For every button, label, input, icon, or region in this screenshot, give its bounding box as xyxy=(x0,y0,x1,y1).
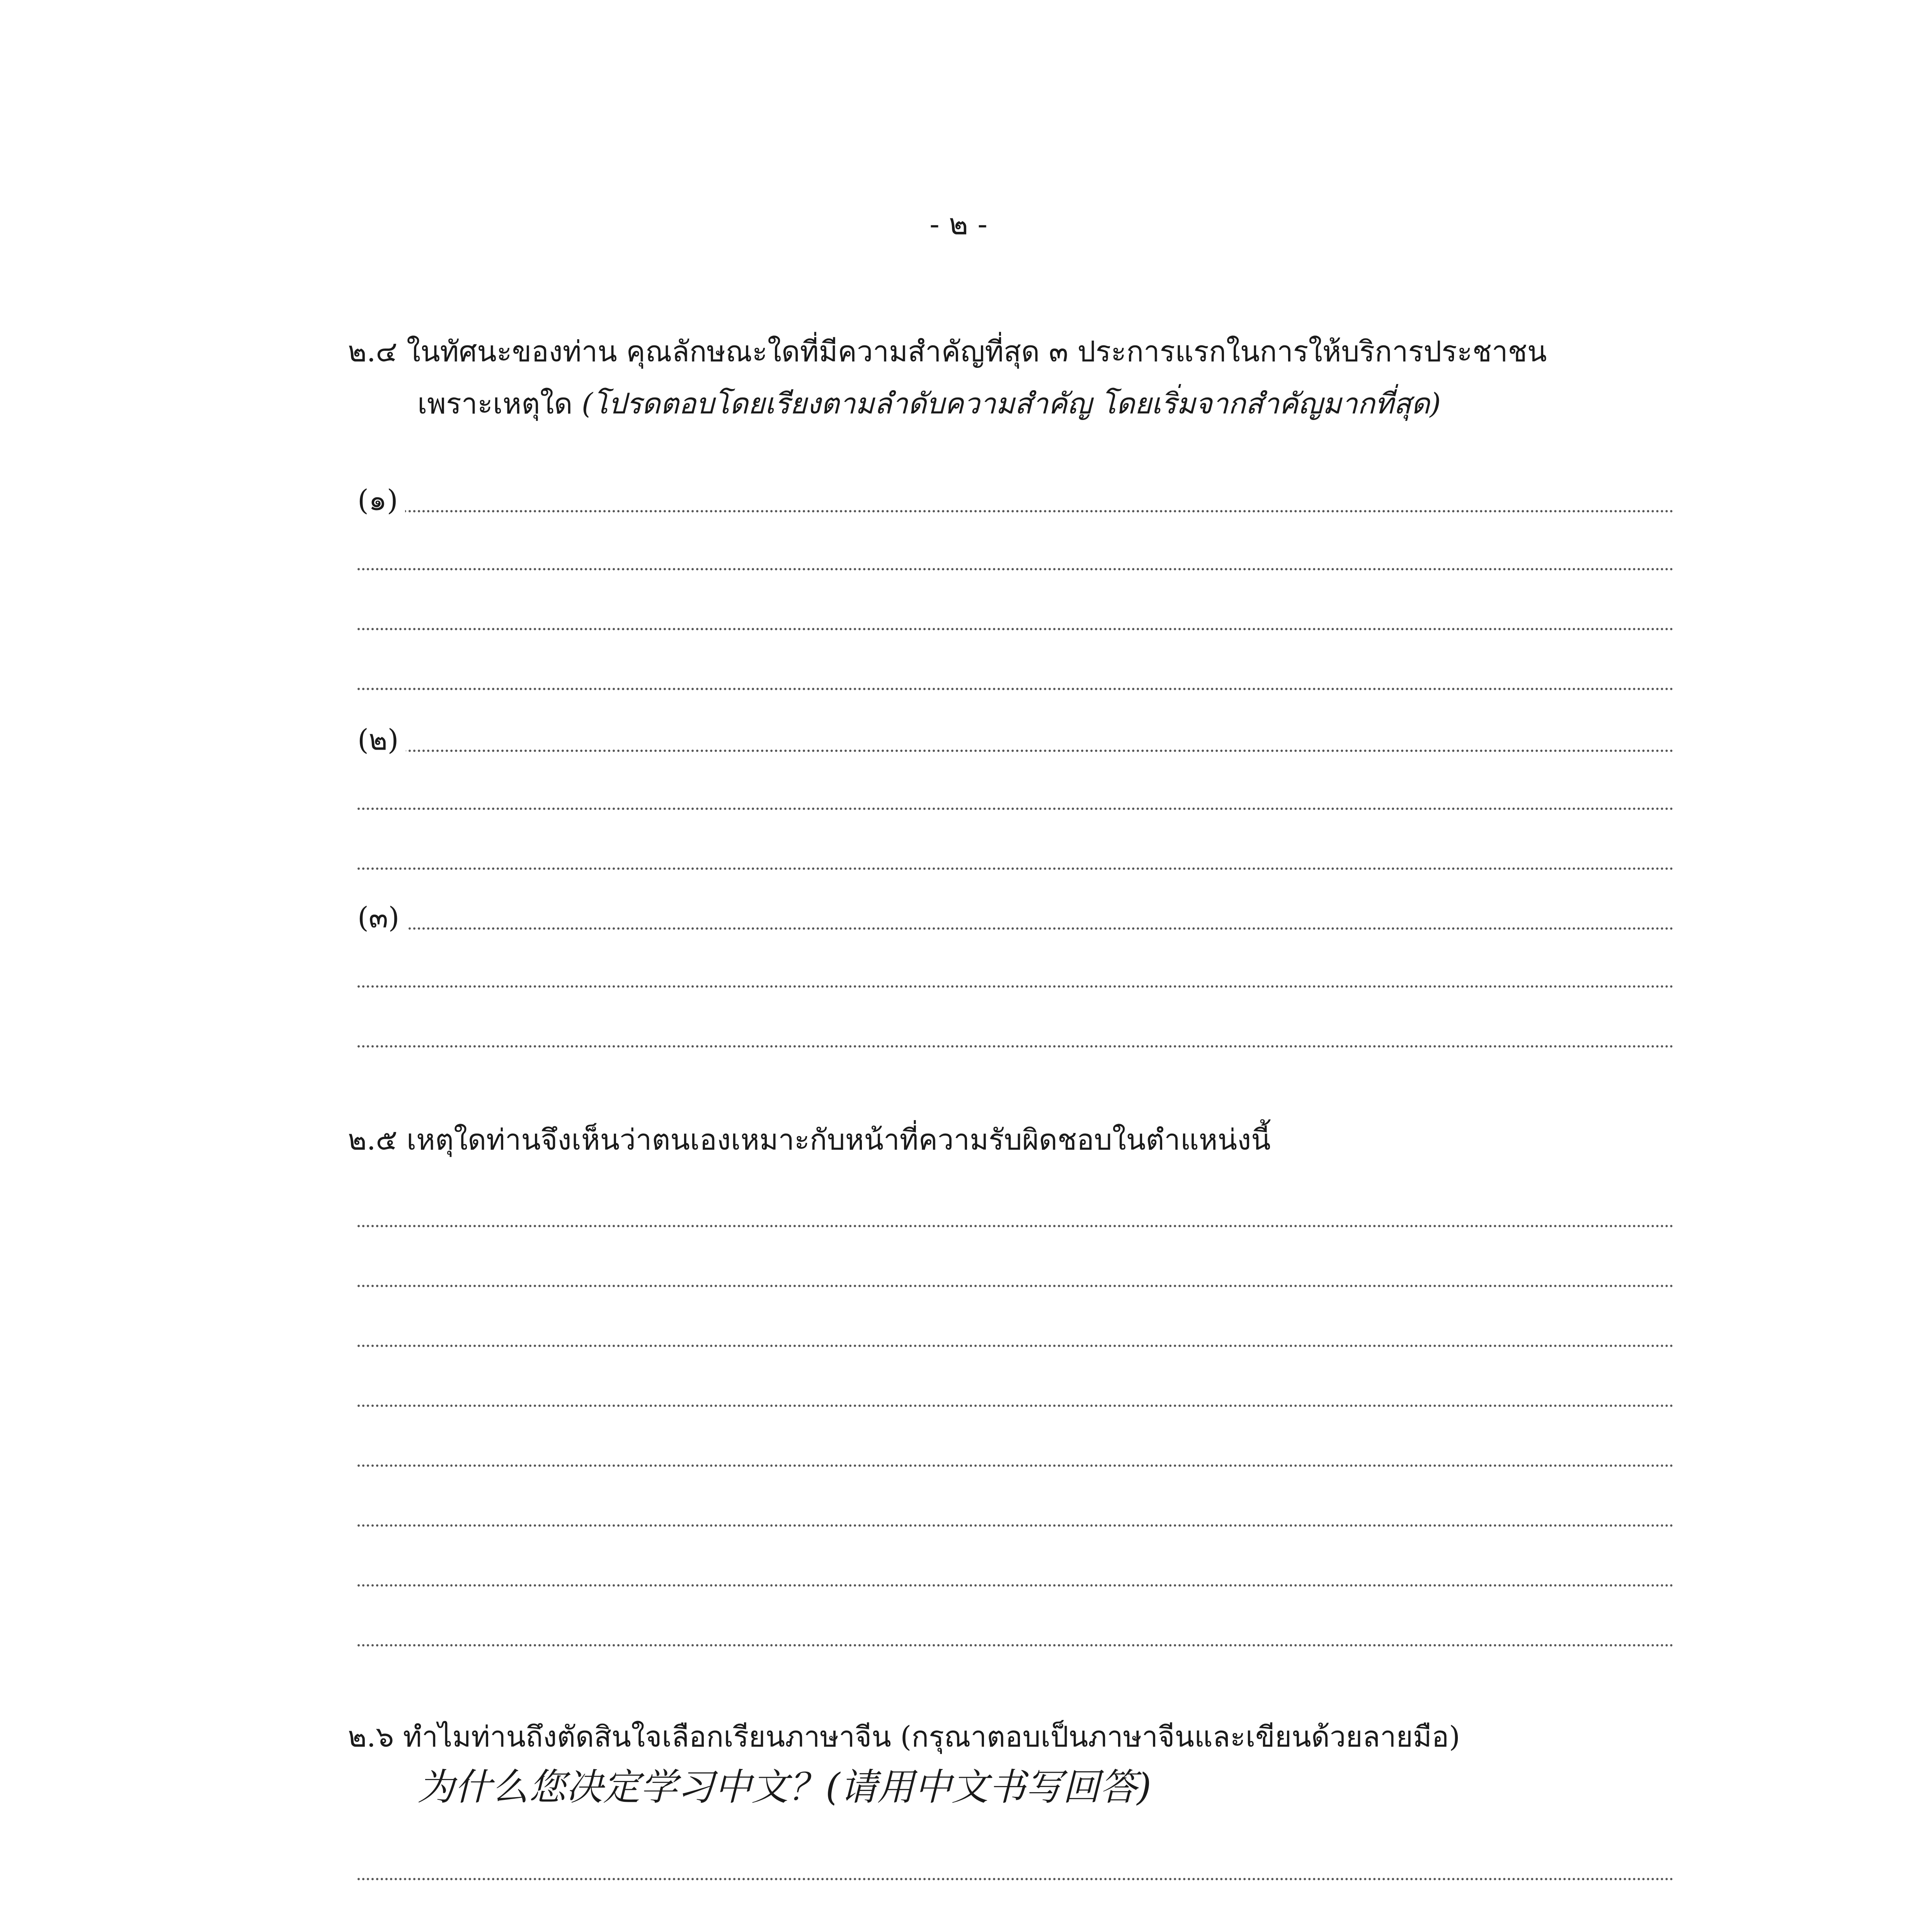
answer-line-2-4-10[interactable] xyxy=(358,1045,1674,1048)
item-label-2: (๒) xyxy=(358,723,406,757)
answer-line-2-5-7[interactable] xyxy=(358,1584,1674,1587)
question-2-6-title: ๒.๖ ทำไมท่านถึงตัดสินใจเลือกเรียนภาษาจีน (กรุณาตอบเป็นภาษาจีนและเขียนด้วยลายมือ) xyxy=(348,1720,1460,1753)
item-label-1: (๑) xyxy=(358,483,405,518)
answer-line-2-5-6[interactable] xyxy=(358,1524,1674,1527)
question-2-4-title: ๒.๔ ในทัศนะของท่าน คุณลักษณะใดที่มีความสำคัญที่สุด ๓ ประการแรกในการให้บริการประชาชน xyxy=(348,335,1547,368)
answer-line-2-5-2[interactable] xyxy=(358,1285,1674,1287)
answer-line-2-5-5[interactable] xyxy=(358,1464,1674,1467)
answer-line-2-4-1[interactable] xyxy=(358,510,1674,512)
page-number: - ๒ - xyxy=(930,207,987,241)
answer-line-2-4-2[interactable] xyxy=(358,568,1674,570)
answer-line-2-4-5[interactable] xyxy=(358,750,1674,752)
answer-line-2-4-9[interactable] xyxy=(358,985,1674,988)
question-2-5-title: ๒.๕ เหตุใดท่านจึงเห็นว่าตนเองเหมาะกับหน้าที่ความรับผิดชอบในตำแหน่งนี้ xyxy=(348,1123,1271,1156)
answer-line-2-5-8[interactable] xyxy=(358,1644,1674,1646)
question-2-4-subtitle-plain: เพราะเหตุใด xyxy=(417,387,582,420)
answer-line-2-6-1[interactable] xyxy=(358,1878,1674,1880)
answer-line-2-4-4[interactable] xyxy=(358,688,1674,690)
answer-line-2-4-6[interactable] xyxy=(358,808,1674,810)
answer-line-2-5-3[interactable] xyxy=(358,1345,1674,1347)
answer-line-2-4-3[interactable] xyxy=(358,628,1674,630)
question-2-6-chinese: 为什么您决定学习中文？(请用中文书写回答) xyxy=(417,1765,1151,1809)
answer-line-2-5-1[interactable] xyxy=(358,1225,1674,1227)
question-2-4-instruction: (โปรดตอบโดยเรียงตามลำดับความสำคัญ โดยเริ่มจากสำคัญมากที่สุด) xyxy=(581,387,1441,420)
answer-line-2-4-7[interactable] xyxy=(358,867,1674,870)
answer-line-2-4-8[interactable] xyxy=(358,927,1674,930)
question-2-4-subtitle xyxy=(417,384,1441,423)
item-label-3: (๓) xyxy=(358,900,406,935)
answer-line-2-5-4[interactable] xyxy=(358,1405,1674,1407)
